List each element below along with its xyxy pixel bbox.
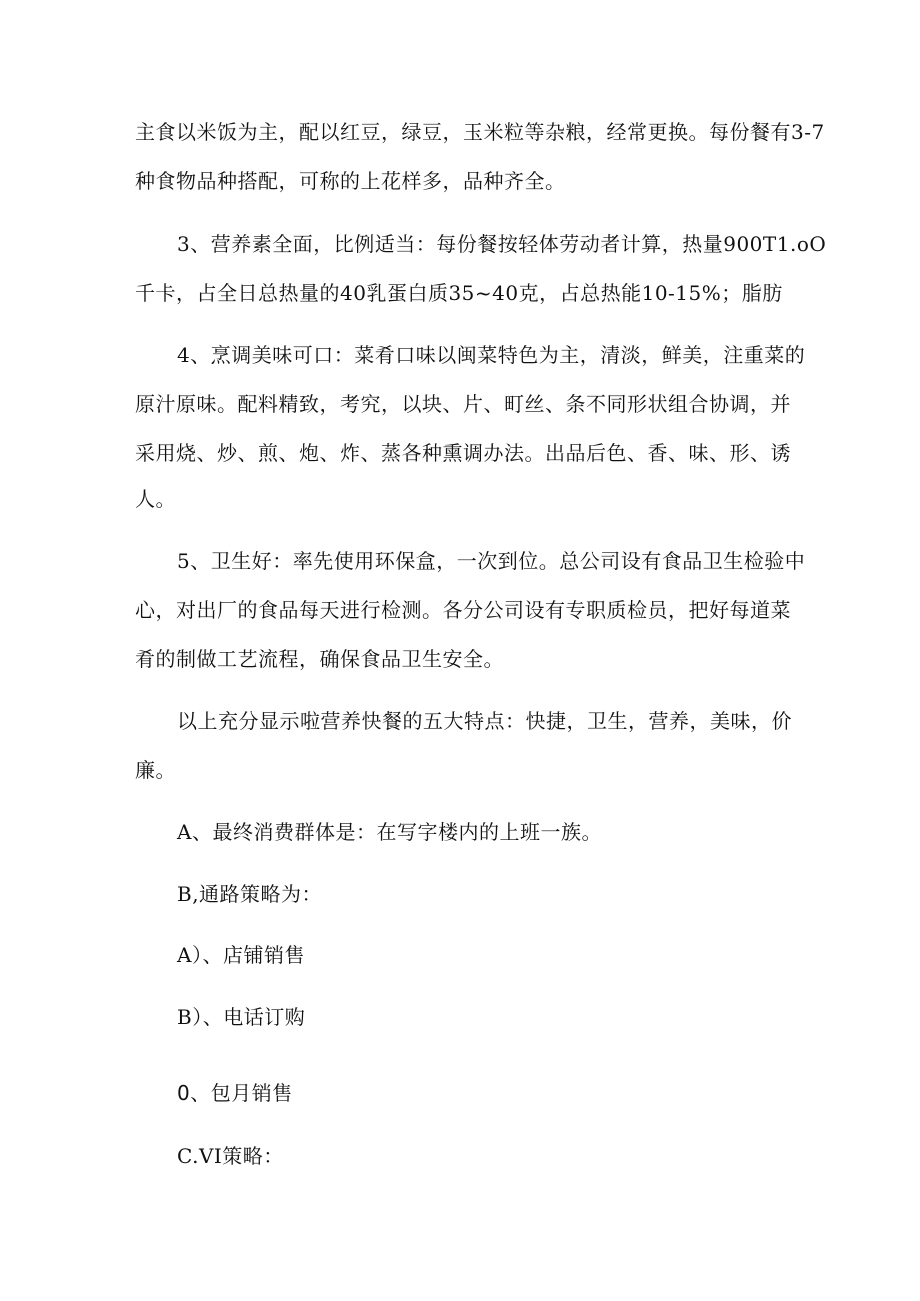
list-item: A、最终消费群体是：在写字楼内的上班一族。 (177, 820, 602, 844)
text-line: 种食物品种搭配，可称的上花样多，品种齐全。 (135, 169, 566, 193)
list-item: B）、电话订购 (177, 1005, 306, 1029)
list-item: A）、店铺销售 (177, 943, 305, 967)
text-line: 采用烧、炒、煎、炮、炸、蒸各种熏调办法。出品后色、香、味、形、诱 (135, 441, 791, 465)
text-line: 千卡，占全日总热量的40乳蛋白质35~40克，占总热能10-15%；脂肪 (135, 281, 783, 305)
text-line: 3、营养素全面，比例适当：每份餐按轻体劳动者计算，热量900T1.oO (177, 232, 827, 256)
text-line: 原汁原味。配料精致，考究，以块、片、町丝、条不同形状组合协调，并 (135, 392, 791, 416)
text-line: 肴的制做工艺流程，确保食品卫生安全。 (135, 647, 504, 671)
text-line: 5、卫生好：率先使用环保盒，一次到位。总公司设有食品卫生检验中 (177, 549, 806, 573)
text-line: 主食以米饭为主，配以红豆，绿豆，玉米粒等杂粮，经常更换。每份餐有3-7 (135, 120, 825, 144)
text-line: 心，对出厂的食品每天进行检测。各分公司设有专职质检员，把好每道菜 (135, 598, 791, 622)
text-line: 4、烹调美味可口：菜肴口味以闽菜特色为主，清淡，鲜美，注重菜的 (177, 343, 806, 367)
list-item: B,通路策略为： (177, 882, 323, 906)
text-line: 以上充分显示啦营养快餐的五大特点：快捷，卫生，营养，美味，价 (177, 709, 792, 733)
text-line: 人。 (135, 487, 176, 511)
list-item: C.VI策略： (177, 1144, 284, 1168)
text-line: 廉。 (135, 758, 176, 782)
list-item: 0、包月销售 (177, 1081, 293, 1105)
